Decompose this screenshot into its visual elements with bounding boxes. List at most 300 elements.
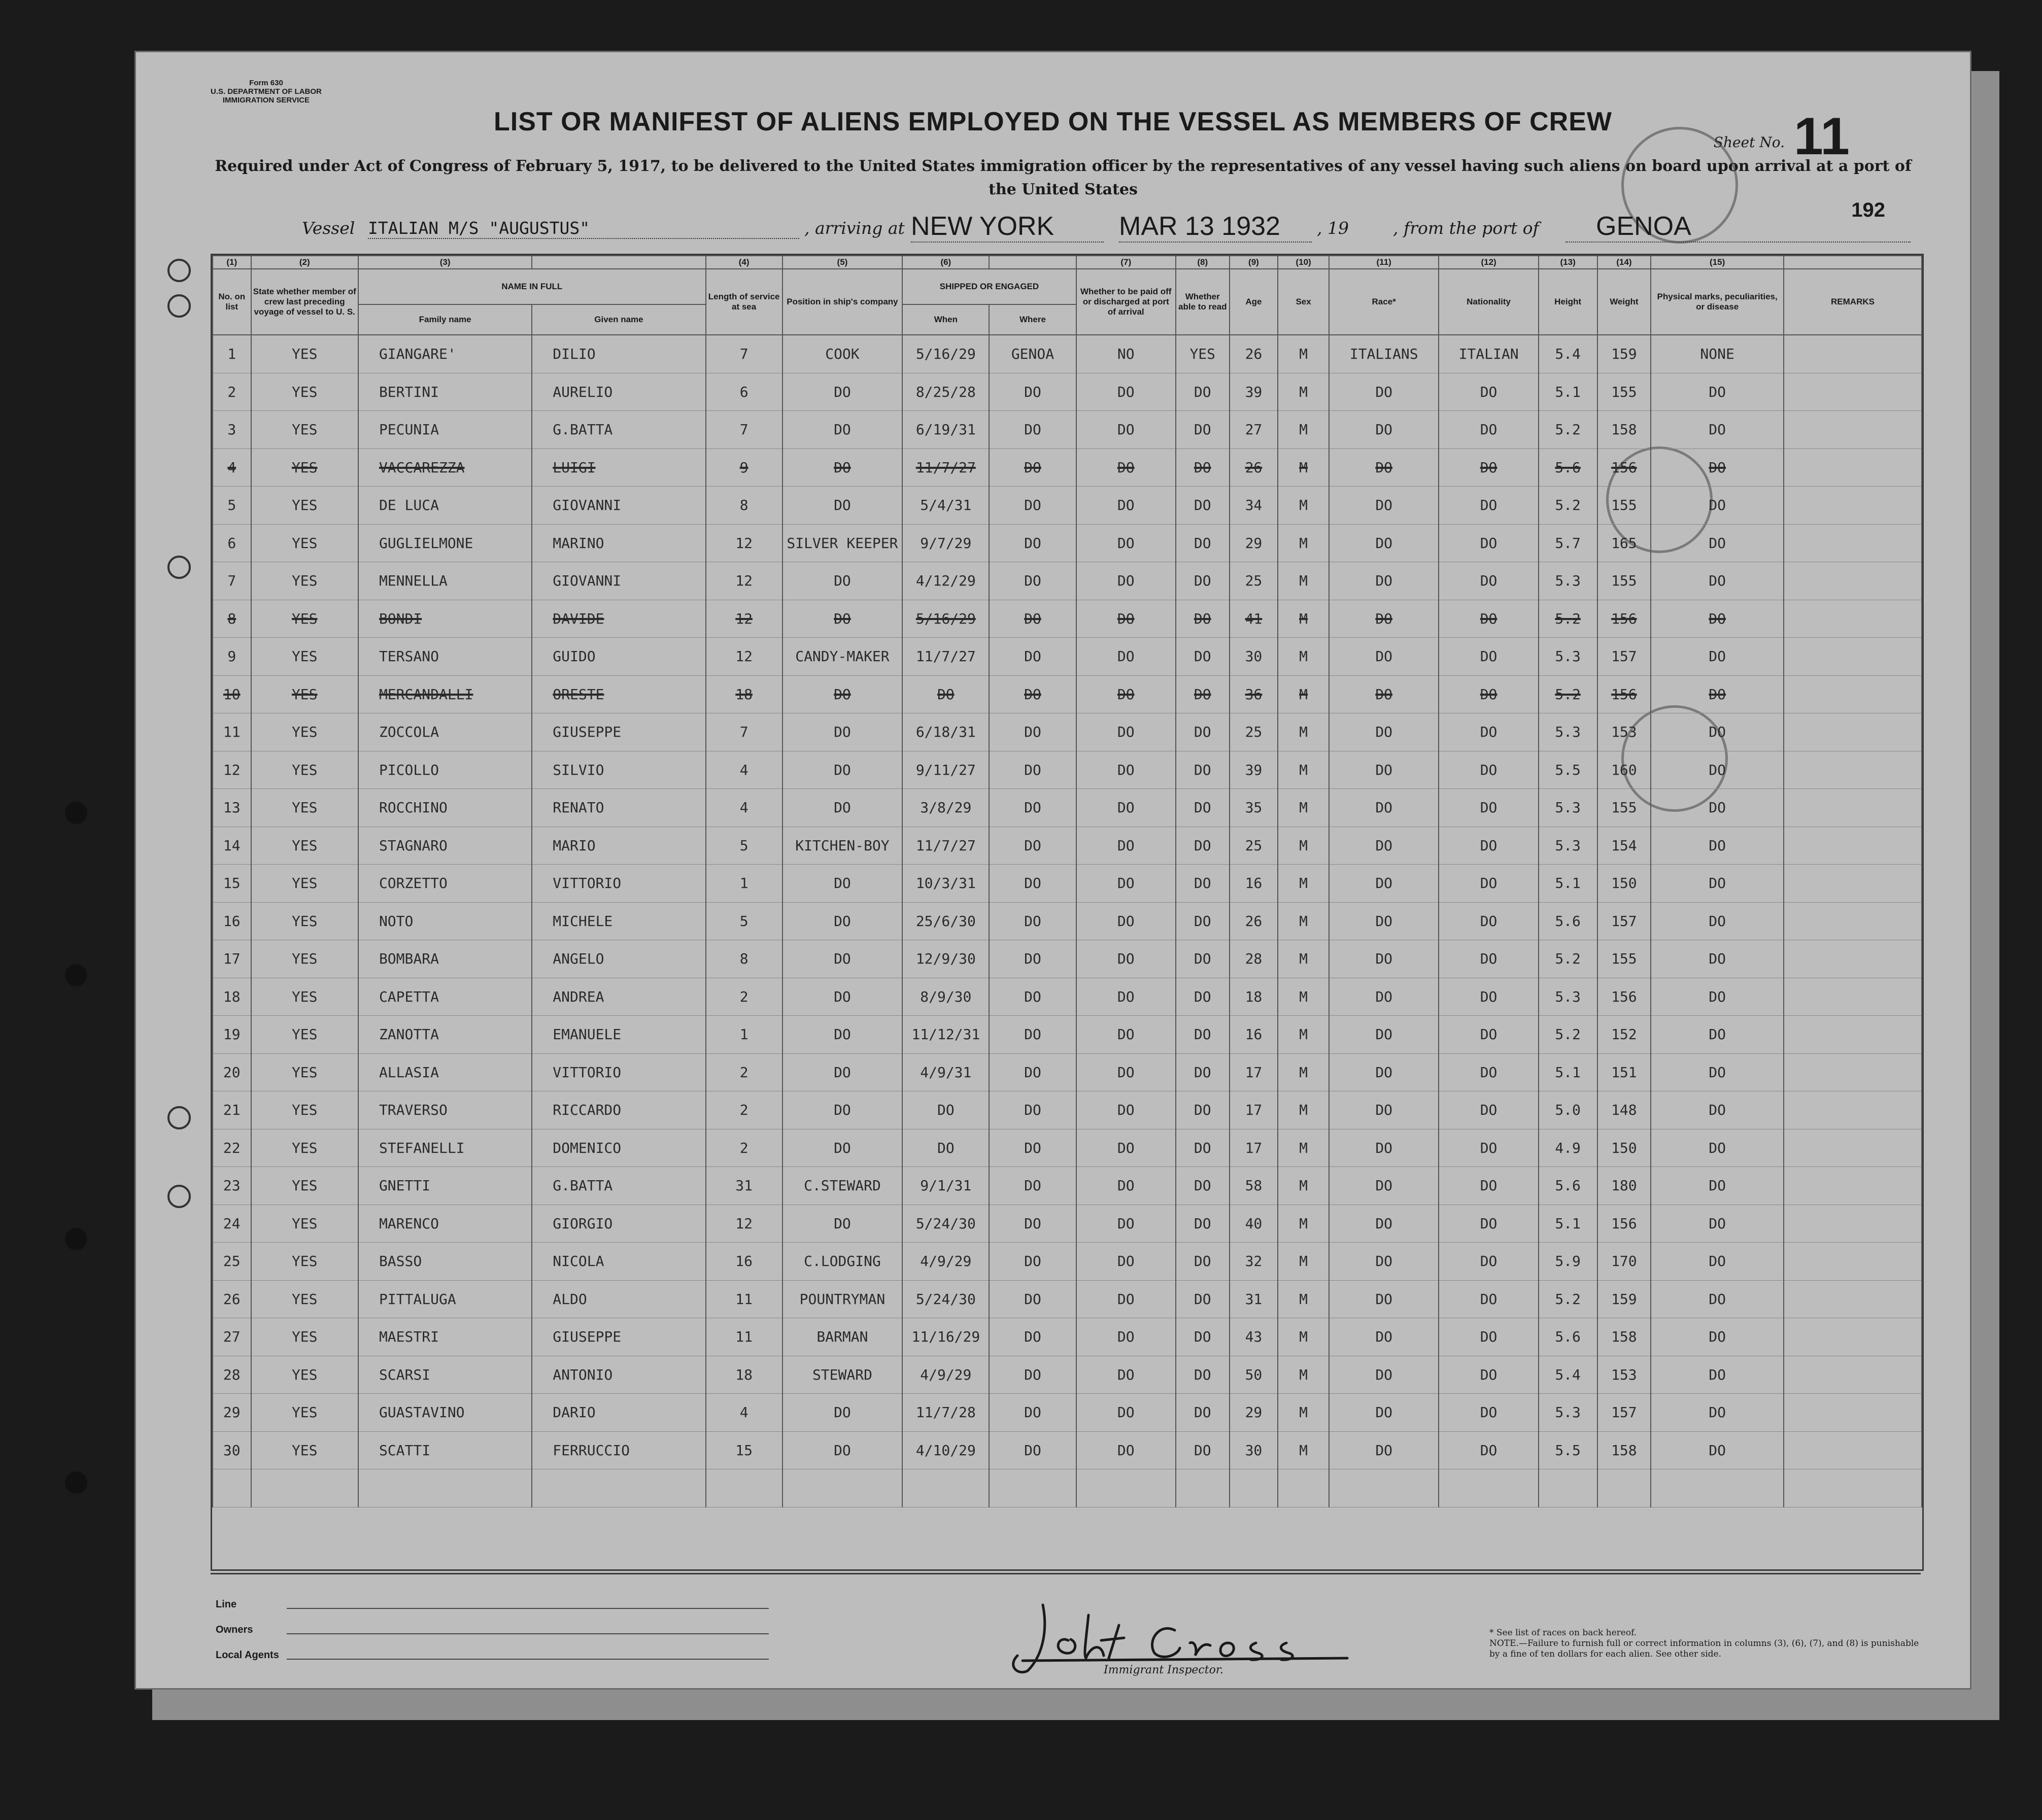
given-name: ORESTE (532, 675, 705, 713)
remarks-cell (1784, 789, 1922, 827)
empty-cell (1539, 1469, 1597, 1507)
physical-marks-cell: DO (1651, 638, 1784, 676)
paid-off-cell: DO (1076, 1356, 1176, 1394)
remarks-cell (1784, 373, 1922, 411)
position-cell: DO (782, 487, 903, 525)
state-cell: YES (251, 789, 358, 827)
remarks-cell (1784, 713, 1922, 751)
table-row (213, 524, 1922, 562)
column-number (1784, 256, 1922, 269)
shipped-when: 9/11/27 (902, 751, 989, 789)
weight-cell: 159 (1597, 1280, 1651, 1318)
sheet-value: 11 (1794, 107, 1850, 166)
physical-marks-cell: DO (1651, 865, 1784, 903)
shipped-when: 11/7/27 (902, 638, 989, 676)
race-cell: DO (1329, 902, 1439, 940)
height-cell: 5.5 (1539, 1431, 1597, 1469)
stamped-number: 192 (1851, 199, 1885, 221)
able-to-read: DO (1176, 1356, 1230, 1394)
column-number: (14) (1597, 256, 1651, 269)
shipped-when: 25/6/30 (902, 902, 989, 940)
sex-cell: M (1278, 562, 1329, 600)
given-name: EMANUELE (532, 1016, 705, 1054)
age-cell: 40 (1230, 1205, 1278, 1243)
paid-off-cell: DO (1076, 1091, 1176, 1129)
physical-marks-cell: DO (1651, 789, 1784, 827)
able-to-read: DO (1176, 1243, 1230, 1281)
race-cell: DO (1329, 1129, 1439, 1167)
remarks-cell (1784, 524, 1922, 562)
shipped-where: DO (989, 1053, 1076, 1091)
state-cell: YES (251, 713, 358, 751)
list-number: 4 (213, 449, 251, 487)
given-name: GIOVANNI (532, 562, 705, 600)
given-name: G.BATTA (532, 1167, 705, 1205)
family-name: STAGNARO (358, 827, 532, 865)
list-number: 7 (213, 562, 251, 600)
race-cell: DO (1329, 411, 1439, 449)
age-cell: 25 (1230, 827, 1278, 865)
nationality-cell: DO (1439, 1356, 1538, 1394)
shipped-where: DO (989, 1431, 1076, 1469)
given-name: GIORGIO (532, 1205, 705, 1243)
sheet-label: Sheet No. (1713, 134, 1785, 151)
list-number: 13 (213, 789, 251, 827)
shipped-when: 11/12/31 (902, 1016, 989, 1054)
sex-cell: M (1278, 865, 1329, 903)
page-subtitle: Required under Act of Congress of February 5, 1917, to be delivered to the United States immigration officer by the representatives of any vessel having such aliens on board upon arrival at a port of the United States (215, 157, 1912, 198)
shipped-where: DO (989, 940, 1076, 978)
table-row (213, 751, 1922, 789)
list-number: 5 (213, 487, 251, 525)
shipped-when: 10/3/31 (902, 865, 989, 903)
weight-cell: 157 (1597, 638, 1651, 676)
remarks-cell (1784, 1167, 1922, 1205)
paid-off-cell: DO (1076, 940, 1176, 978)
age-cell: 39 (1230, 373, 1278, 411)
list-number: 2 (213, 373, 251, 411)
header-where: Where (989, 304, 1076, 335)
state-cell: YES (251, 638, 358, 676)
header-length-service: Length of service at sea (706, 269, 782, 335)
nationality-cell: DO (1439, 865, 1538, 903)
shipped-when: 3/8/29 (902, 789, 989, 827)
race-cell: DO (1329, 524, 1439, 562)
nationality-cell: DO (1439, 902, 1538, 940)
table-row (213, 562, 1922, 600)
remarks-cell (1784, 411, 1922, 449)
header-paid-off: Whether to be paid off or discharged at port of arrival (1076, 269, 1176, 335)
length-of-service: 11 (706, 1280, 782, 1318)
able-to-read: DO (1176, 562, 1230, 600)
shipped-where: DO (989, 865, 1076, 903)
vessel-label: Vessel (302, 218, 355, 238)
paid-off-cell: DO (1076, 600, 1176, 638)
manifest-sheet (134, 51, 1971, 1690)
fine-note: NOTE.—Failure to furnish full or correct information in columns (3), (6), (7), and (8) is punishable by a fine of ten dollars for each alien. See other side. (1489, 1638, 1919, 1659)
weight-cell: 156 (1597, 978, 1651, 1016)
table-row (213, 638, 1922, 676)
table-row (213, 1091, 1922, 1129)
list-number: 21 (213, 1091, 251, 1129)
header-race: Race* (1329, 269, 1439, 335)
paid-off-cell: DO (1076, 1167, 1176, 1205)
family-name: ROCCHINO (358, 789, 532, 827)
shipped-where: DO (989, 449, 1076, 487)
family-name: ZANOTTA (358, 1016, 532, 1054)
position-cell: STEWARD (782, 1356, 903, 1394)
table-row (213, 1280, 1922, 1318)
length-of-service: 4 (706, 789, 782, 827)
sex-cell: M (1278, 1431, 1329, 1469)
able-to-read: DO (1176, 1129, 1230, 1167)
sex-cell: M (1278, 1167, 1329, 1205)
nationality-cell: DO (1439, 789, 1538, 827)
state-cell: YES (251, 335, 358, 373)
paid-off-cell: DO (1076, 449, 1176, 487)
given-name: RENATO (532, 789, 705, 827)
race-cell: DO (1329, 1205, 1439, 1243)
punch-ring (167, 259, 191, 282)
header-sex: Sex (1278, 269, 1329, 335)
length-of-service: 7 (706, 411, 782, 449)
column-number: (10) (1278, 256, 1329, 269)
sex-cell: M (1278, 827, 1329, 865)
shipped-when: 5/4/31 (902, 487, 989, 525)
length-of-service: 7 (706, 335, 782, 373)
table-row (213, 675, 1922, 713)
column-number: (6) (902, 256, 989, 269)
empty-row (213, 1469, 1922, 1507)
state-cell: YES (251, 600, 358, 638)
position-cell: C.STEWARD (782, 1167, 903, 1205)
paid-off-cell: DO (1076, 1280, 1176, 1318)
able-to-read: YES (1176, 335, 1230, 373)
list-number: 30 (213, 1431, 251, 1469)
given-name: RICCARDO (532, 1091, 705, 1129)
weight-cell: 159 (1597, 335, 1651, 373)
given-name: DOMENICO (532, 1129, 705, 1167)
paid-off-cell: DO (1076, 713, 1176, 751)
age-cell: 36 (1230, 675, 1278, 713)
given-name: GIOVANNI (532, 487, 705, 525)
weight-cell: 151 (1597, 1053, 1651, 1091)
remarks-cell (1784, 940, 1922, 978)
shipped-where: DO (989, 562, 1076, 600)
nationality-cell: DO (1439, 1394, 1538, 1432)
state-cell: YES (251, 524, 358, 562)
paid-off-cell: DO (1076, 373, 1176, 411)
list-number: 22 (213, 1129, 251, 1167)
physical-marks-cell: DO (1651, 373, 1784, 411)
sex-cell: M (1278, 1053, 1329, 1091)
age-cell: 27 (1230, 411, 1278, 449)
sex-cell: M (1278, 1243, 1329, 1281)
sex-cell: M (1278, 411, 1329, 449)
given-name: ANDREA (532, 978, 705, 1016)
family-name: PITTALUGA (358, 1280, 532, 1318)
race-cell: DO (1329, 562, 1439, 600)
height-cell: 5.4 (1539, 1356, 1597, 1394)
state-cell: YES (251, 487, 358, 525)
state-cell: YES (251, 1243, 358, 1281)
nationality-cell: DO (1439, 524, 1538, 562)
header-row-top (213, 269, 1922, 304)
length-of-service: 31 (706, 1167, 782, 1205)
arriving-label: , arriving at (804, 218, 905, 238)
binder-hole (65, 1471, 87, 1494)
race-cell: DO (1329, 373, 1439, 411)
column-number (989, 256, 1076, 269)
age-cell: 16 (1230, 865, 1278, 903)
paid-off-cell: DO (1076, 902, 1176, 940)
remarks-cell (1784, 675, 1922, 713)
age-cell: 43 (1230, 1318, 1278, 1356)
column-number: (13) (1539, 256, 1597, 269)
position-cell: COOK (782, 335, 903, 373)
list-number: 20 (213, 1053, 251, 1091)
family-name: STEFANELLI (358, 1129, 532, 1167)
paid-off-cell: DO (1076, 1394, 1176, 1432)
height-cell: 5.9 (1539, 1243, 1597, 1281)
height-cell: 5.2 (1539, 1016, 1597, 1054)
header-name-in-full: NAME IN FULL (358, 269, 706, 304)
binder-hole (65, 1228, 87, 1250)
length-of-service: 11 (706, 1318, 782, 1356)
family-name: CAPETTA (358, 978, 532, 1016)
empty-cell (1329, 1469, 1439, 1507)
state-cell: YES (251, 1053, 358, 1091)
weight-cell: 148 (1597, 1091, 1651, 1129)
state-cell: YES (251, 978, 358, 1016)
list-number: 16 (213, 902, 251, 940)
state-cell: YES (251, 1205, 358, 1243)
punch-ring (167, 556, 191, 579)
position-cell: BARMAN (782, 1318, 903, 1356)
table-row (213, 978, 1922, 1016)
given-name: NICOLA (532, 1243, 705, 1281)
height-cell: 5.2 (1539, 940, 1597, 978)
shipped-when: 5/16/29 (902, 335, 989, 373)
race-cell: DO (1329, 940, 1439, 978)
list-number: 14 (213, 827, 251, 865)
length-of-service: 16 (706, 1243, 782, 1281)
physical-marks-cell: DO (1651, 713, 1784, 751)
shipped-when: 8/9/30 (902, 978, 989, 1016)
crew-table (212, 255, 1922, 1507)
family-name: MENNELLA (358, 562, 532, 600)
remarks-cell (1784, 1431, 1922, 1469)
weight-cell: 153 (1597, 1356, 1651, 1394)
empty-cell (782, 1469, 903, 1507)
paid-off-cell: DO (1076, 638, 1176, 676)
column-number: (1) (213, 256, 251, 269)
header-age: Age (1230, 269, 1278, 335)
state-cell: YES (251, 1431, 358, 1469)
header-family-name: Family name (358, 304, 532, 335)
sex-cell: M (1278, 524, 1329, 562)
remarks-cell (1784, 902, 1922, 940)
nationality-cell: DO (1439, 1091, 1538, 1129)
list-number: 10 (213, 675, 251, 713)
remarks-cell (1784, 1091, 1922, 1129)
state-cell: YES (251, 1167, 358, 1205)
shipped-where: DO (989, 638, 1076, 676)
sex-cell: M (1278, 1091, 1329, 1129)
height-cell: 5.3 (1539, 789, 1597, 827)
family-name: GUGLIELMONE (358, 524, 532, 562)
able-to-read: DO (1176, 373, 1230, 411)
physical-marks-cell: DO (1651, 1016, 1784, 1054)
position-cell: DO (782, 1091, 903, 1129)
service-name: IMMIGRATION SERVICE (222, 96, 310, 105)
length-of-service: 5 (706, 827, 782, 865)
age-cell: 28 (1230, 940, 1278, 978)
state-cell: YES (251, 827, 358, 865)
table-row (213, 1431, 1922, 1469)
list-number: 9 (213, 638, 251, 676)
family-name: CORZETTO (358, 865, 532, 903)
length-of-service: 18 (706, 675, 782, 713)
nationality-cell: DO (1439, 1243, 1538, 1281)
weight-cell: 154 (1597, 827, 1651, 865)
given-name: DARIO (532, 1394, 705, 1432)
physical-marks-cell: DO (1651, 1053, 1784, 1091)
sex-cell: M (1278, 751, 1329, 789)
nationality-cell: DO (1439, 1205, 1538, 1243)
shipped-where: DO (989, 373, 1076, 411)
age-cell: 25 (1230, 562, 1278, 600)
able-to-read: DO (1176, 1280, 1230, 1318)
position-cell: DO (782, 449, 903, 487)
remarks-cell (1784, 1356, 1922, 1394)
age-cell: 58 (1230, 1167, 1278, 1205)
family-name: TERSANO (358, 638, 532, 676)
age-cell: 16 (1230, 1016, 1278, 1054)
column-number: (9) (1230, 256, 1278, 269)
table-row (213, 1318, 1922, 1356)
length-of-service: 2 (706, 1129, 782, 1167)
weight-cell: 156 (1597, 449, 1651, 487)
races-note: * See list of races on back hereof. (1489, 1628, 1637, 1638)
paid-off-cell: DO (1076, 562, 1176, 600)
weight-cell: 155 (1597, 940, 1651, 978)
position-cell: DO (782, 1129, 903, 1167)
list-number: 15 (213, 865, 251, 903)
header-able-read: Whether able to read (1176, 269, 1230, 335)
table-row (213, 411, 1922, 449)
list-number: 25 (213, 1243, 251, 1281)
nationality-cell: DO (1439, 978, 1538, 1016)
punch-ring (167, 1185, 191, 1208)
shipped-when: 5/24/30 (902, 1280, 989, 1318)
table-row (213, 940, 1922, 978)
race-cell: DO (1329, 1356, 1439, 1394)
given-name: SILVIO (532, 751, 705, 789)
age-cell: 25 (1230, 713, 1278, 751)
family-name: GNETTI (358, 1167, 532, 1205)
family-name: MARENCO (358, 1205, 532, 1243)
given-name: VITTORIO (532, 865, 705, 903)
vessel-line (134, 212, 1971, 249)
weight-cell: 158 (1597, 1431, 1651, 1469)
able-to-read: DO (1176, 865, 1230, 903)
sex-cell: M (1278, 1394, 1329, 1432)
family-name: GIANGARE' (358, 335, 532, 373)
age-cell: 29 (1230, 524, 1278, 562)
column-number: (4) (706, 256, 782, 269)
list-number: 8 (213, 600, 251, 638)
able-to-read: DO (1176, 1016, 1230, 1054)
weight-cell: 155 (1597, 373, 1651, 411)
remarks-cell (1784, 827, 1922, 865)
remarks-cell (1784, 865, 1922, 903)
family-name: VACCAREZZA (358, 449, 532, 487)
paid-off-cell: DO (1076, 411, 1176, 449)
paid-off-cell: DO (1076, 675, 1176, 713)
race-cell: DO (1329, 865, 1439, 903)
age-cell: 50 (1230, 1356, 1278, 1394)
age-cell: 35 (1230, 789, 1278, 827)
race-cell: ITALIANS (1329, 335, 1439, 373)
remarks-cell (1784, 562, 1922, 600)
physical-marks-cell: DO (1651, 1356, 1784, 1394)
nationality-cell: DO (1439, 751, 1538, 789)
length-of-service: 12 (706, 524, 782, 562)
paid-off-cell: DO (1076, 1243, 1176, 1281)
shipped-when: 6/18/31 (902, 713, 989, 751)
given-name: ALDO (532, 1280, 705, 1318)
paid-off-cell: DO (1076, 1205, 1176, 1243)
length-of-service: 18 (706, 1356, 782, 1394)
state-cell: YES (251, 1091, 358, 1129)
remarks-cell (1784, 335, 1922, 373)
sex-cell: M (1278, 373, 1329, 411)
shipped-when: 11/16/29 (902, 1318, 989, 1356)
nationality-cell: DO (1439, 1129, 1538, 1167)
state-cell: YES (251, 1394, 358, 1432)
weight-cell: 156 (1597, 600, 1651, 638)
height-cell: 5.2 (1539, 600, 1597, 638)
race-cell: DO (1329, 1394, 1439, 1432)
shipped-where: DO (989, 713, 1076, 751)
list-number: 28 (213, 1356, 251, 1394)
state-cell: YES (251, 1016, 358, 1054)
empty-cell (1230, 1469, 1278, 1507)
physical-marks-cell: NONE (1651, 335, 1784, 373)
position-cell: DO (782, 1016, 903, 1054)
state-cell: YES (251, 675, 358, 713)
length-of-service: 4 (706, 751, 782, 789)
header-height: Height (1539, 269, 1597, 335)
position-cell: CANDY-MAKER (782, 638, 903, 676)
line-field (287, 1608, 769, 1609)
table-row (213, 335, 1922, 373)
physical-marks-cell: DO (1651, 1243, 1784, 1281)
height-cell: 5.3 (1539, 713, 1597, 751)
sex-cell: M (1278, 940, 1329, 978)
nationality-cell: DO (1439, 827, 1538, 865)
nationality-cell: DO (1439, 675, 1538, 713)
length-of-service: 12 (706, 638, 782, 676)
position-cell: DO (782, 713, 903, 751)
age-cell: 29 (1230, 1394, 1278, 1432)
position-cell: DO (782, 1205, 903, 1243)
list-number: 24 (213, 1205, 251, 1243)
list-number: 23 (213, 1167, 251, 1205)
table-row (213, 373, 1922, 411)
line-label: Line (216, 1599, 237, 1610)
